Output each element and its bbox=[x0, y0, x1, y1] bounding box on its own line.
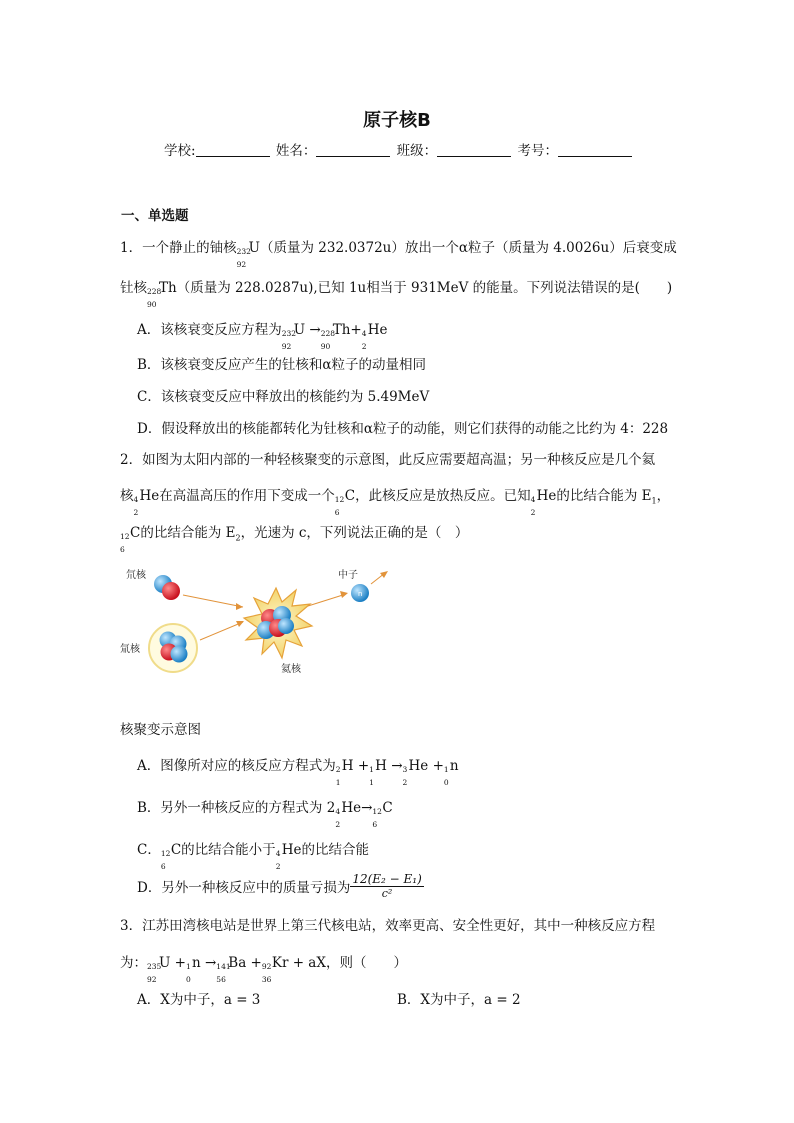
arrow-deuteron bbox=[183, 595, 243, 607]
option-text: C． bbox=[137, 842, 161, 858]
deuteron-particle bbox=[154, 575, 180, 600]
arrowhead bbox=[340, 591, 348, 598]
q1-option-d[interactable]: D．假设释放出的核能都转化为钍核和α粒子的动能，则它们获得的动能之比约为 4：228 bbox=[137, 421, 669, 437]
q2-stem-line2: 核 4 2 He在高温高压的作用下变成一个 12 6 C，此核反应是放热反应。已知 4 2 He的比结合能为 $E_1$， bbox=[120, 488, 671, 517]
equation-part: U → bbox=[293, 322, 321, 338]
q2-option-c[interactable]: C． 12 6 C的比结合能小于 4 2 He的比结合能 bbox=[137, 842, 369, 871]
equation-part: U + bbox=[159, 955, 186, 971]
q2-text: 核 bbox=[120, 488, 134, 504]
equation-part: C bbox=[382, 800, 393, 816]
option-text: C的比结合能小于 bbox=[170, 842, 276, 858]
class-label: 班级： bbox=[396, 143, 438, 159]
q2-text: C的比结合能为 E bbox=[130, 525, 236, 541]
equation-part: He + bbox=[408, 758, 444, 774]
exam-no-blank[interactable] bbox=[558, 142, 632, 157]
equation-part: n bbox=[449, 758, 459, 774]
arrow-triton bbox=[200, 622, 243, 640]
neutron-label: 中子 bbox=[338, 570, 358, 581]
arrowhead bbox=[380, 571, 388, 578]
equation-part: Th+ bbox=[332, 322, 362, 338]
class-blank[interactable] bbox=[437, 142, 511, 157]
equation-part: He bbox=[367, 322, 388, 338]
q1-text: Th（质量为 228.0287u),已知 1u相当于 931MeV 的能量。下列说法错误的是( ) bbox=[159, 280, 673, 296]
q2-option-d[interactable] bbox=[137, 872, 424, 900]
name-label: 姓名： bbox=[275, 143, 317, 159]
option-text: B．另外一种核反应的方程式为 2 bbox=[137, 800, 336, 816]
option-text: He的比结合能 bbox=[281, 842, 369, 858]
helium-label: 氦核 bbox=[281, 664, 301, 675]
q2-text: He的比结合能为 E bbox=[536, 488, 652, 504]
q3-option-a[interactable]: A．X为中子，a = 3 bbox=[137, 992, 261, 1008]
q2-text: ，光速为 c，下列说法正确的是（ ） bbox=[240, 525, 469, 541]
q1-text: U（质量为 232.0372u）放出一个α粒子（质量为 4.0026u）后衰变成 bbox=[248, 240, 677, 256]
q1-text: 钍核 bbox=[120, 280, 147, 296]
q1-option-c[interactable]: C．该核衰变反应中释放出的核能约为 5.49MeV bbox=[137, 389, 430, 405]
equation-part: H + bbox=[341, 758, 370, 774]
q3-option-b[interactable]: B．X为中子，a = 2 bbox=[397, 992, 521, 1008]
q3-stem-line2: 为： 235 92 U + 1 0 n → 141 56 Ba + 92 36 Kr + aX，则（ ） bbox=[120, 955, 407, 984]
figure-caption: 核聚变示意图 bbox=[120, 722, 201, 738]
q1-stem-line2: 钍核 228 90 Th（质量为 228.0287u),已知 1u相当于 931MeV 的能量。下列说法错误的是( ) bbox=[120, 280, 673, 309]
equation-part: He→ bbox=[341, 800, 373, 816]
q1-option-a[interactable]: A．该核衰变反应方程为 232 92 U → 228 90 Th+ 4 2 He bbox=[137, 322, 388, 351]
school-blank[interactable] bbox=[196, 142, 270, 157]
q2-text: He在高温高压的作用下变成一个 bbox=[139, 488, 335, 504]
q3-text: 为： bbox=[120, 955, 147, 971]
q2-stem-line3: 12 6 C的比结合能为 $E_2$，光速为 c，下列说法正确的是（ ） bbox=[120, 525, 469, 554]
q2-text: ， bbox=[656, 488, 671, 504]
q2-text: C，此核反应是放热反应。已知 bbox=[344, 488, 531, 504]
school-label: 学校: bbox=[164, 143, 196, 159]
option-text: A．该核衰变反应方程为 bbox=[137, 322, 282, 338]
q1-stem-line1: 1．一个静止的铀核 232 92 U（质量为 232.0372u）放出一个α粒子（质量为 4.0026u）后衰变成 bbox=[120, 240, 677, 269]
q2-stem-line1: 2．如图为太阳内部的一种轻核聚变的示意图，此反应需要超高温；另一种核反应是几个氦 bbox=[120, 452, 656, 468]
fraction-denominator: c² bbox=[381, 887, 393, 900]
equation-part: n → bbox=[191, 955, 217, 971]
mass-defect-fraction bbox=[350, 872, 423, 900]
equation-part: H → bbox=[375, 758, 403, 774]
fraction-numerator: 12(E₂ − E₁) bbox=[352, 872, 422, 886]
exam-no-label: 考号： bbox=[517, 143, 558, 159]
name-blank[interactable] bbox=[316, 142, 390, 157]
triton-label: 氚核 bbox=[120, 644, 140, 655]
q2-option-b[interactable]: B．另外一种核反应的方程式为 2 4 2 He→ 12 6 C bbox=[137, 800, 393, 829]
arrow-out bbox=[308, 594, 346, 606]
triton-particle bbox=[149, 624, 197, 672]
page-title: 原子核B bbox=[363, 110, 431, 131]
q1-text: 1．一个静止的铀核 bbox=[120, 240, 237, 256]
fusion-diagram bbox=[118, 560, 408, 690]
q2-option-a[interactable]: A．图像所对应的核反应方程式为 2 1 H + 1 1 H → 3 2 He + 1 0 n bbox=[137, 758, 459, 787]
neutron-symbol: n bbox=[358, 590, 363, 598]
option-text: D．另外一种核反应中的质量亏损为 bbox=[137, 880, 351, 896]
equation-part: Ba + bbox=[228, 955, 262, 971]
section-heading: 一、单选题 bbox=[121, 208, 189, 224]
deuteron-label: 氘核 bbox=[126, 570, 146, 581]
arrowhead bbox=[236, 603, 243, 610]
student-info-row bbox=[164, 139, 634, 159]
q3-stem-line1: 3．江苏田湾核电站是世界上第三代核电站，效率更高、安全性更好，其中一种核反应方程 bbox=[120, 918, 656, 934]
q1-option-b[interactable]: B．该核衰变反应产生的钍核和α粒子的动量相同 bbox=[137, 357, 427, 373]
equation-part: Kr + aX，则（ ） bbox=[271, 955, 407, 971]
option-text: A．图像所对应的核反应方程式为 bbox=[137, 758, 336, 774]
